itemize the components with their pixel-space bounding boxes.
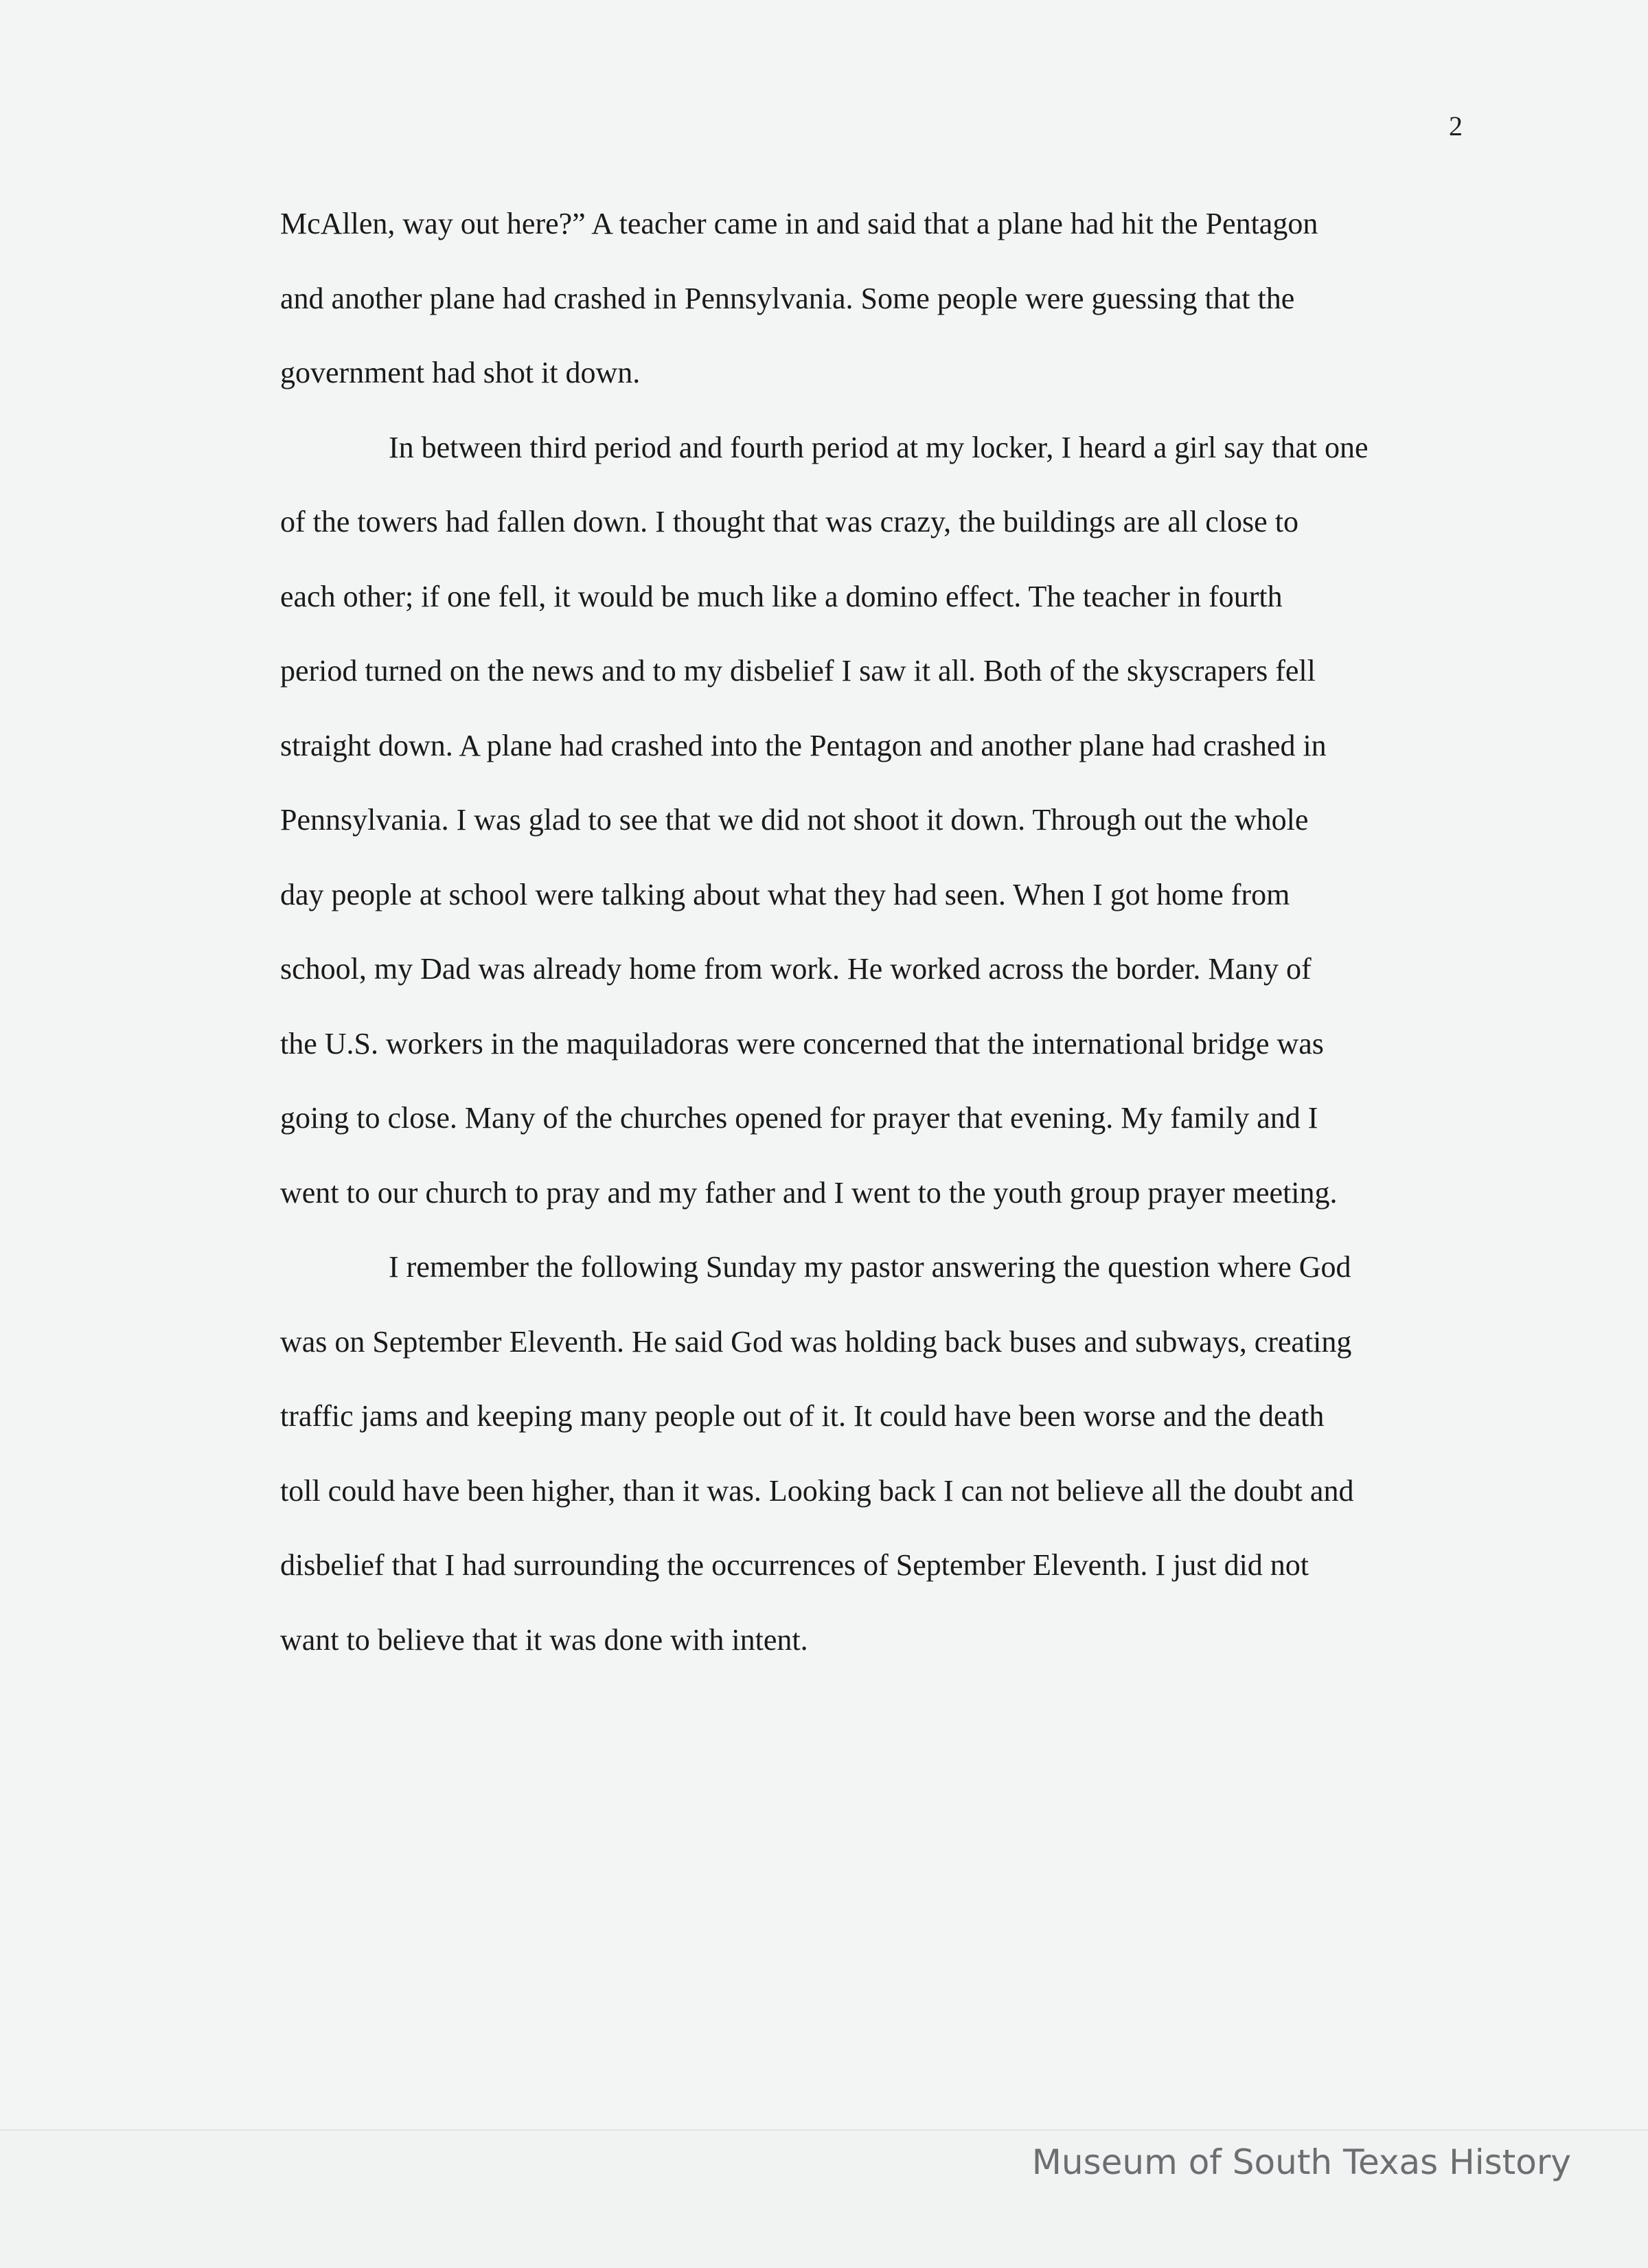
text-line: McAllen, way out here?” A teacher came in and said that a plane had hit the Pentagon <box>280 207 1318 240</box>
text-line: want to believe that it was done with intent. <box>280 1622 808 1657</box>
text-line: and another plane had crashed in Pennsylvania. Some people were guessing that the <box>280 281 1295 315</box>
text-line: went to our church to pray and my father and I went to the youth group prayer meeting. <box>280 1175 1338 1210</box>
text-line: government had shot it down. <box>280 356 641 389</box>
text-line: traffic jams and keeping many people out of it. It could have been worse and the death <box>280 1399 1325 1433</box>
text-line: was on September Eleventh. He said God was holding back buses and subways, creating <box>280 1324 1352 1359</box>
text-line: I remember the following Sunday my pastor answering the question where God <box>389 1250 1351 1284</box>
text-line: In between third period and fourth period at my locker, I heard a girl say that one <box>389 430 1369 464</box>
text-line: day people at school were talking about what they had seen. When I got home from <box>280 877 1290 911</box>
text-line: toll could have been higher, than it was. Looking back I can not believe all the doubt and <box>280 1473 1354 1508</box>
text-line: of the towers had fallen down. I thought that was crazy, the buildings are all close to <box>280 505 1298 538</box>
text-line: Pennsylvania. I was glad to see that we did not shoot it down. Through out the whole <box>280 803 1309 837</box>
document-body <box>280 199 1461 1690</box>
text-line: period turned on the news and to my disbelief I saw it all. Both of the skyscrapers fell <box>280 654 1316 688</box>
museum-credit: Museum of South Texas History <box>1031 2142 1571 2182</box>
text-line: disbelief that I had surrounding the occurrences of September Eleventh. I just did not <box>280 1548 1309 1582</box>
text-line: straight down. A plane had crashed into the Pentagon and another plane had crashed in <box>280 728 1327 762</box>
text-line: school, my Dad was already home from work. He worked across the border. Many of <box>280 952 1312 986</box>
text-line: going to close. Many of the churches opened for prayer that evening. My family and I <box>280 1101 1318 1135</box>
page-number: 2 <box>1449 111 1463 141</box>
text-line: the U.S. workers in the maquiladoras were concerned that the international bridge was <box>280 1026 1324 1061</box>
text-line: each other; if one fell, it would be much like a domino effect. The teacher in fourth <box>280 579 1283 613</box>
